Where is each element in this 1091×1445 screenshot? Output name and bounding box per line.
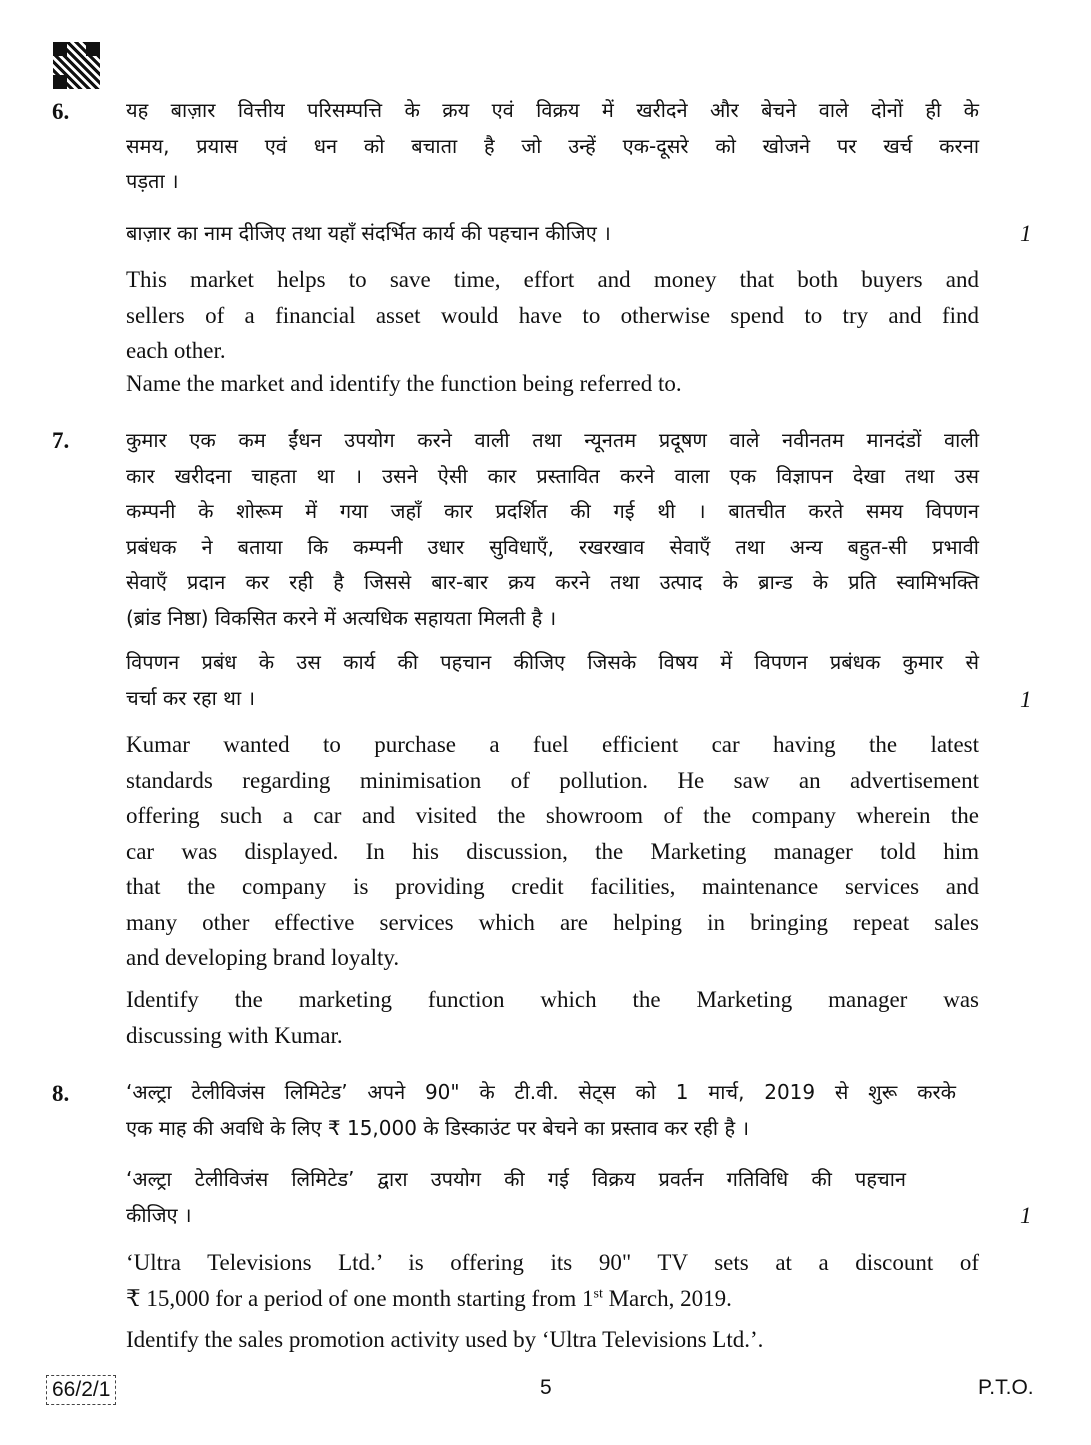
q6-english-context bbox=[126, 262, 979, 369]
q8-english-question bbox=[126, 1322, 979, 1358]
text-line: This market helps to save time, effort and money that both buyers and bbox=[126, 267, 979, 292]
text-line: Kumar wanted to purchase a fuel efficient car having the latest bbox=[126, 732, 979, 757]
q6-hindi-context bbox=[126, 93, 979, 200]
text-line: विपणन प्रबंध के उस कार्य की पहचान कीजिए जिसके विषय में विपणन प्रबंधक कुमार से bbox=[126, 650, 979, 674]
text-line: यह बाज़ार वित्तीय परिसम्पत्ति के क्रय एवं विक्रय में खरीदने और बेचने वाले दोनों ही के bbox=[126, 98, 979, 122]
text-line: each other. bbox=[126, 338, 226, 363]
qr-code-icon bbox=[53, 42, 100, 89]
q7-english-question bbox=[126, 982, 979, 1053]
marks: 1 bbox=[1020, 687, 1032, 712]
q8-hindi-context bbox=[126, 1075, 956, 1146]
paper-code: 66/2/1 bbox=[46, 1375, 116, 1405]
superscript: st bbox=[593, 1285, 603, 1301]
text-line: बाज़ार का नाम दीजिए तथा यहाँ संदर्भित कार्य की पहचान कीजिए । bbox=[126, 221, 611, 245]
text-line: ‘अल्ट्रा टेलीविजंस लिमिटेड’ अपने 90" के टी.वी. सेट्स को 1 मार्च, 2019 से शुरू करके bbox=[126, 1080, 956, 1104]
text-line: offering such a car and visited the showroom of the company wherein the bbox=[126, 803, 979, 828]
text-line: कम्पनी के शोरूम में गया जहाँ कार प्रदर्शित की गई थी । बातचीत करते समय विपणन bbox=[126, 499, 979, 523]
text-line: discussing with Kumar. bbox=[126, 1022, 343, 1048]
text-line: and developing brand loyalty. bbox=[126, 945, 400, 970]
text-line: प्रबंधक ने बताया कि कम्पनी उधार सुविधाएँ, रखरखाव सेवाएँ तथा अन्य बहुत-सी प्रभावी bbox=[126, 534, 979, 559]
text-line: many other effective services which are helping in bringing repeat sales bbox=[126, 909, 979, 935]
page-number: 5 bbox=[540, 1376, 552, 1399]
text-fragment: ₹ 15,000 for a period of one month starting from 1 bbox=[126, 1285, 594, 1311]
question-number: 7. bbox=[52, 428, 70, 453]
text-line bbox=[126, 1281, 979, 1317]
question-number: 6. bbox=[52, 99, 70, 124]
text-line: ‘अल्ट्रा टेलीविजंस लिमिटेड’ द्वारा उपयोग की गई विक्रय प्रवर्तन गतिविधि की पहचान bbox=[126, 1167, 906, 1191]
q7-hindi-question bbox=[126, 645, 979, 716]
q7-hindi-context bbox=[126, 423, 979, 636]
q8-hindi-question bbox=[126, 1162, 906, 1233]
text-line: that the company is providing credit facilities, maintenance services and bbox=[126, 874, 979, 899]
text-fragment: March, 2019. bbox=[602, 1285, 732, 1311]
question-number: 8. bbox=[52, 1081, 70, 1106]
marks: 1 bbox=[1020, 1203, 1032, 1228]
text-line: सेवाएँ प्रदान कर रही है जिससे बार-बार क्रय करने तथा उत्पाद के ब्रान्ड के प्रति स्वामिभक्ति bbox=[126, 570, 979, 594]
text-line: car was displayed. In his discussion, the Marketing manager told him bbox=[126, 838, 979, 864]
text-line: कुमार एक कम ईंधन उपयोग करने वाली तथा न्यूनतम प्रदूषण वाले नवीनतम मानदंडों वाली bbox=[126, 428, 979, 452]
marks: 1 bbox=[1020, 221, 1032, 246]
text-line: standards regarding minimisation of pollution. He saw an advertisement bbox=[126, 767, 979, 793]
text-line: sellers of a financial asset would have to otherwise spend to try and find bbox=[126, 302, 979, 328]
text-line: चर्चा कर रहा था । bbox=[126, 685, 256, 710]
text-line: कार खरीदना चाहता था । उसने ऐसी कार प्रस्तावित करने वाला एक विज्ञापन देखा तथा उस bbox=[126, 463, 979, 488]
text-line: (ब्रांड निष्ठा) विकसित करने में अत्यधिक सहायता मिलती है । bbox=[126, 605, 557, 630]
text-line: पड़ता । bbox=[126, 169, 179, 193]
pto-label: P.T.O. bbox=[978, 1376, 1034, 1399]
text-line: कीजिए । bbox=[126, 1202, 192, 1227]
text-line: समय, प्रयास एवं धन को बचाता है जो उन्हें एक-दूसरे को खोजने पर खर्च करना bbox=[126, 133, 979, 158]
text-line: Identify the sales promotion activity used by ‘Ultra Televisions Ltd.’. bbox=[126, 1327, 764, 1352]
text-line: Name the market and identify the function being referred to. bbox=[126, 371, 682, 396]
q6-english-question bbox=[126, 366, 979, 402]
q8-english-context bbox=[126, 1245, 979, 1316]
text-line: ‘Ultra Televisions Ltd.’ is offering its 90" TV sets at a discount of bbox=[126, 1250, 979, 1275]
q7-english-context bbox=[126, 727, 979, 976]
text-line: एक माह की अवधि के लिए ₹ 15,000 के डिस्काउंट पर बेचने का प्रस्ताव कर रही है । bbox=[126, 1115, 750, 1140]
text-line: Identify the marketing function which the Marketing manager was bbox=[126, 987, 979, 1012]
q6-hindi-question bbox=[126, 216, 979, 252]
